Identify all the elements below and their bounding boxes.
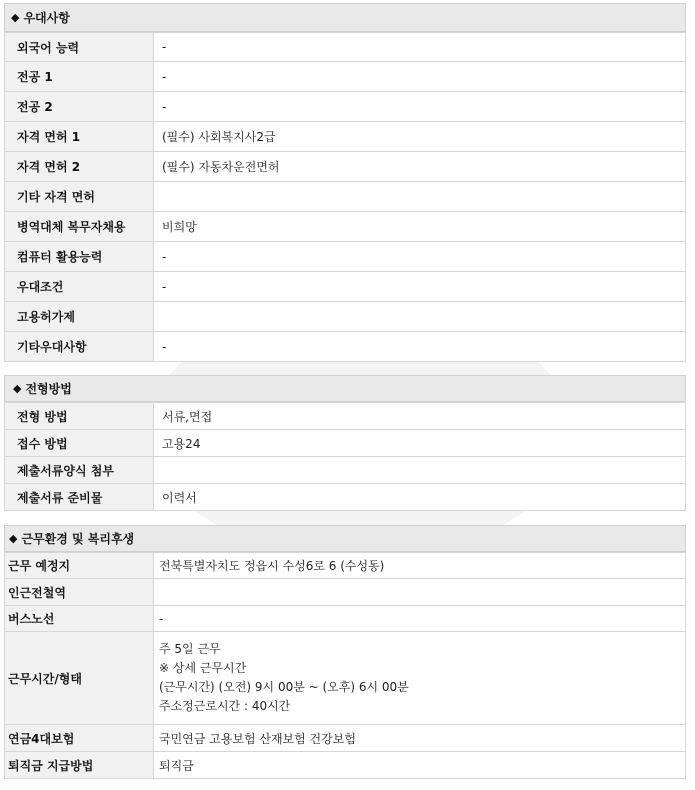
row-label: 근무시간/형태 [5,632,154,725]
row-label: 자격 면허 1 [5,122,154,152]
preferences-table [4,32,686,362]
table-row [5,122,686,152]
table-row [5,62,686,92]
row-label: 퇴직금 지급방법 [5,752,154,779]
table-row [5,242,686,272]
row-value-line: 주소정근로시간 : 40시간 [159,699,291,713]
row-value: 이력서 [154,484,686,511]
row-label: 접수 방법 [5,430,154,457]
row-value-line: ※ 상세 근무시간 [159,661,247,675]
row-value [154,302,686,332]
row-label: 제출서류 준비물 [5,484,154,511]
selection-method-table [4,402,686,511]
row-label: 근무 예정지 [5,553,154,579]
row-value: 서류,면접 [154,403,686,430]
row-label: 제출서류양식 첨부 [5,457,154,484]
table-row [5,430,686,457]
row-value: - [154,332,686,362]
row-value: - [154,242,686,272]
row-label: 전형 방법 [5,403,154,430]
row-value: 퇴직금 [154,752,686,779]
row-value [154,457,686,484]
row-value: 비희망 [154,212,686,242]
section-header [4,525,686,552]
table-row [5,403,686,430]
row-label: 우대조건 [5,272,154,302]
row-label: 전공 2 [5,92,154,122]
section-header [4,375,686,402]
row-value: - [154,606,686,632]
table-row [5,484,686,511]
table-row [5,302,686,332]
row-label: 인근전철역 [5,579,154,606]
table-row [5,33,686,62]
table-row [5,553,686,579]
row-value-line: (근무시간) (오전) 9시 00분 ~ (오후) 6시 00분 [159,680,409,694]
row-value [154,579,686,606]
table-row [5,457,686,484]
table-row [5,579,686,606]
row-value: (필수) 사회복지사2급 [154,122,686,152]
diamond-bullet-icon: ◆ [13,382,22,395]
table-row [5,272,686,302]
table-row [5,752,686,779]
row-value [154,182,686,212]
table-row [5,632,686,725]
row-label: 병역대체 복무자채용 [5,212,154,242]
row-value: - [154,33,686,62]
row-value: 고용24 [154,430,686,457]
section-work-environment [4,525,686,779]
row-value: - [154,92,686,122]
row-value: - [154,62,686,92]
row-label: 기타우대사항 [5,332,154,362]
row-label: 자격 면허 2 [5,152,154,182]
work-environment-table [4,552,686,779]
section-title: 우대사항 [23,11,70,25]
row-value-line: 주 5일 근무 [159,642,221,656]
row-value: - [154,272,686,302]
row-label: 전공 1 [5,62,154,92]
table-row [5,212,686,242]
row-value [154,632,686,725]
row-value: 국민연금 고용보험 산재보험 건강보험 [154,725,686,752]
section-title: 근무환경 및 복리후생 [21,532,135,546]
table-row [5,182,686,212]
row-label: 외국어 능력 [5,33,154,62]
table-row [5,152,686,182]
row-value: 전북특별자치도 정읍시 수성6로 6 (수성동) [154,553,686,579]
section-selection-method [4,375,686,511]
row-label: 연금4대보험 [5,725,154,752]
diamond-bullet-icon: ◆ [9,532,18,545]
table-row [5,725,686,752]
section-title: 전형방법 [25,382,72,396]
row-label: 버스노선 [5,606,154,632]
row-label: 컴퓨터 활용능력 [5,242,154,272]
section-header [4,3,686,32]
row-label: 기타 자격 면허 [5,182,154,212]
table-row [5,92,686,122]
row-label: 고용허가제 [5,302,154,332]
table-row [5,606,686,632]
section-preferences [4,3,686,362]
diamond-bullet-icon: ◆ [11,11,20,24]
table-row [5,332,686,362]
row-value: (필수) 자동차운전면허 [154,152,686,182]
